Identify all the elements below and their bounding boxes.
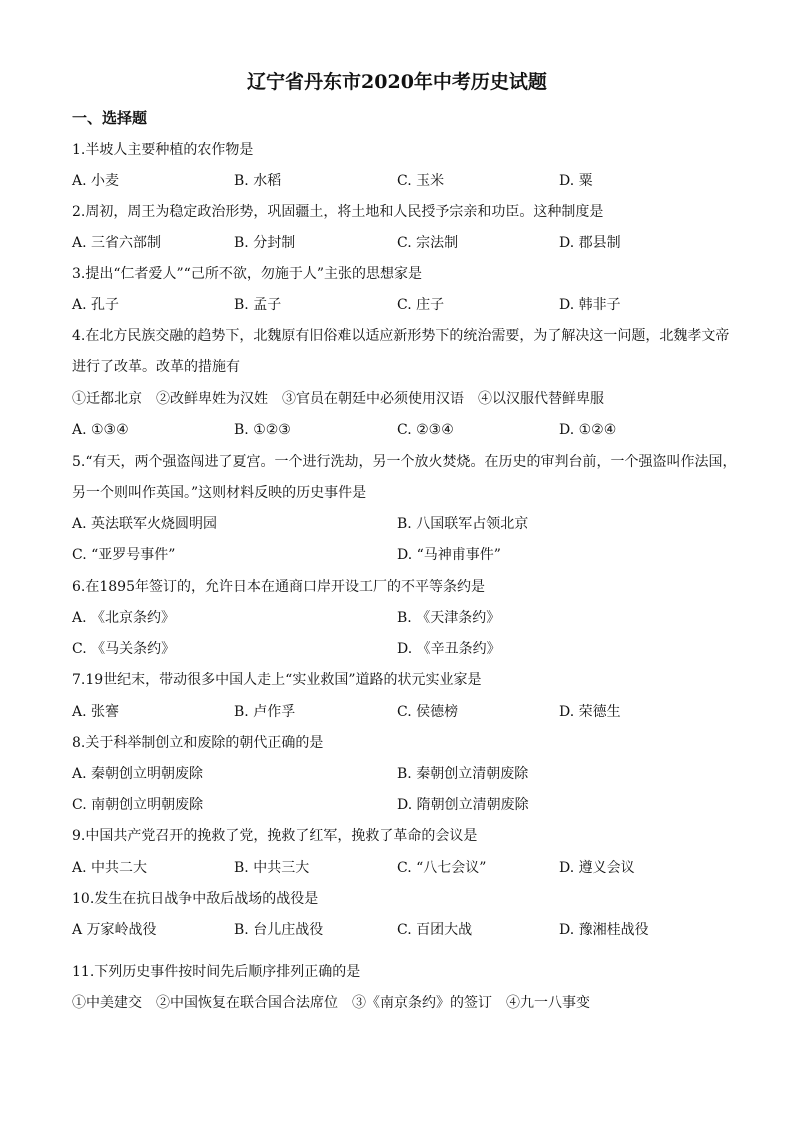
q6-option-c: C. 《马关条约》 [72,641,176,657]
question-11-stem: 11.下列历史事件按时间先后顺序排列正确的是 [72,964,361,980]
q6-option-b: B. 《天津条约》 [397,610,501,626]
question-1-stem: 1.半坡人主要种植的农作物是 [72,142,254,158]
q10-option-d: D. 豫湘桂战役 [559,922,649,938]
q5-option-b: B. 八国联军占领北京 [397,516,529,532]
question-5-stem-line-2: 另一个则叫作英国。”这则材料反映的历史事件是 [72,485,367,501]
question-4-stem-line-2: 进行了改革。改革的措施有 [72,359,240,375]
q7-option-c: C. 侯德榜 [397,704,459,720]
q3-option-d: D. 韩非子 [559,297,621,313]
q7-option-b: B. 卢作孚 [234,704,296,720]
q3-option-b: B. 孟子 [234,297,282,313]
q10-option-c: C. 百团大战 [397,922,473,938]
question-3-stem: 3.提出“仁者爱人”“己所不欲，勿施于人”主张的思想家是 [72,266,422,282]
exam-title: 辽宁省丹东市2020年中考历史试题 [247,71,547,93]
q9-option-c: C. “八七会议” [397,860,487,876]
q2-option-b: B. 分封制 [234,235,296,251]
q4-option-b: B. ①②③ [234,422,291,438]
q5-option-a: A. 英法联军火烧圆明园 [72,516,218,532]
q3-option-c: C. 庄子 [397,297,445,313]
q10-option-b: B. 台儿庄战役 [234,922,324,938]
question-9-stem: 9.中国共产党召开的挽救了党，挽救了红军，挽救了革命的会议是 [72,828,478,844]
q6-option-d: D. 《辛丑条约》 [397,641,501,657]
q8-option-c: C. 南朝创立明朝废除 [72,797,204,813]
q1-option-b: B. 水稻 [234,173,282,189]
q9-option-a: A. 中共二大 [72,860,148,876]
q9-option-b: B. 中共三大 [234,860,310,876]
question-7-stem: 7.19世纪末，带动很多中国人走上“实业救国”道路的状元实业家是 [72,672,482,688]
question-11-items: ①中美建交 ②中国恢复在联合国合法席位 ③《南京条约》的签订 ④九一八事变 [72,995,590,1011]
q4-option-c: C. ②③④ [397,422,454,438]
question-4-stem-line-1: 4.在北方民族交融的趋势下，北魏原有旧俗难以适应新形势下的统治需要，为了解决这一问题，北魏孝文帝 [72,328,730,344]
question-6-stem: 6.在1895年签订的，允许日本在通商口岸开设工厂的不平等条约是 [72,579,485,595]
question-4-items: ①迁都北京 ②改鲜卑姓为汉姓 ③官员在朝廷中必须使用汉语 ④以汉服代替鲜卑服 [72,391,604,407]
q4-option-a: A. ①③④ [72,422,129,438]
q3-option-a: A. 孔子 [72,297,120,313]
q7-option-a: A. 张謇 [72,704,120,720]
q8-option-d: D. 隋朝创立清朝废除 [397,797,529,813]
question-8-stem: 8.关于科举制创立和废除的朝代正确的是 [72,735,324,751]
q4-option-d: D. ①②④ [559,422,617,438]
q6-option-a: A. 《北京条约》 [72,610,176,626]
section-heading: 一、选择题 [72,109,148,127]
q1-option-d: D. 粟 [559,173,593,189]
q2-option-d: D. 郡县制 [559,235,621,251]
q1-option-c: C. 玉米 [397,173,445,189]
question-10-stem: 10.发生在抗日战争中敌后战场的战役是 [72,891,319,907]
q8-option-a: A. 秦朝创立明朝废除 [72,766,204,782]
q5-option-d: D. “马神甫事件” [397,547,501,563]
q2-option-c: C. 宗法制 [397,235,459,251]
question-2-stem: 2.周初，周王为稳定政治形势，巩固疆土，将土地和人民授予宗亲和功臣。这种制度是 [72,204,604,220]
q1-option-a: A. 小麦 [72,173,120,189]
q5-option-c: C. “亚罗号事件” [72,547,176,563]
q8-option-b: B. 秦朝创立清朝废除 [397,766,529,782]
q10-option-a: A 万家岭战役 [72,922,157,938]
q2-option-a: A. 三省六部制 [72,235,162,251]
q9-option-d: D. 遵义会议 [559,860,635,876]
question-5-stem-line-1: 5.“有天，两个强盗闯进了夏宫。一个进行洗劫，另一个放火焚烧。在历史的审判台前，一个强盗叫作法国， [72,454,737,470]
q7-option-d: D. 荣德生 [559,704,621,720]
